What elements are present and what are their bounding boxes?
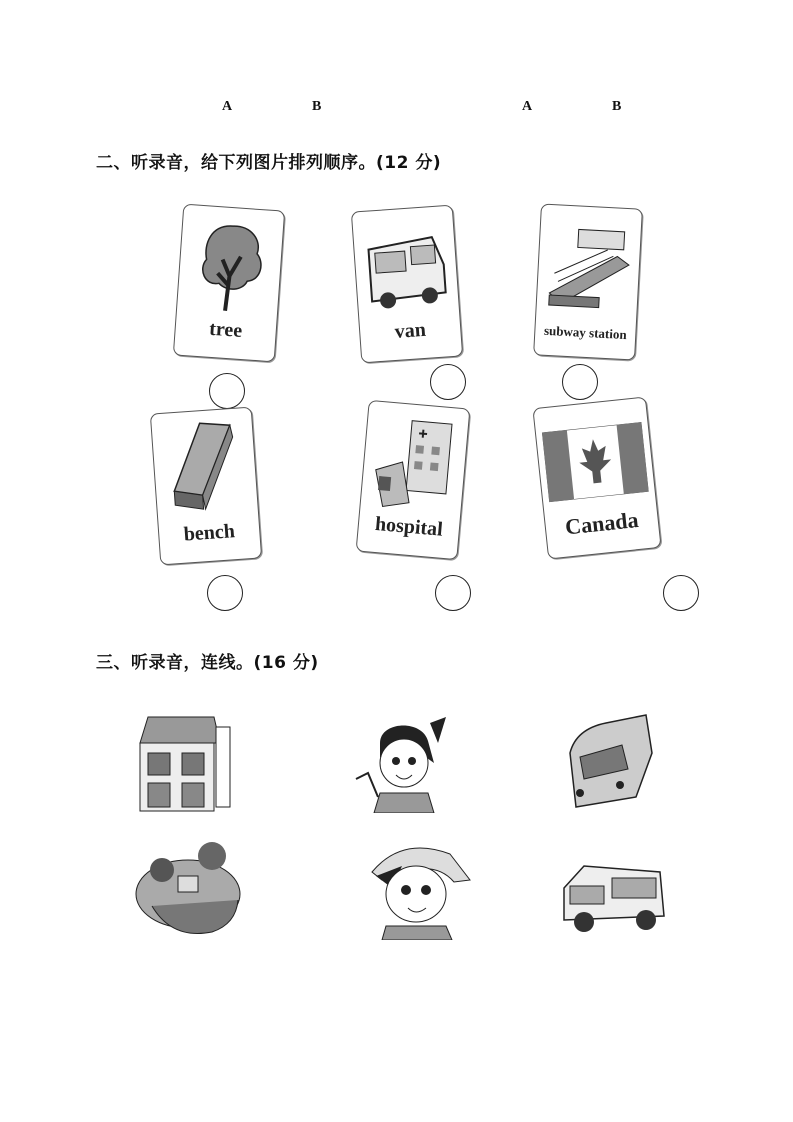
answer-circle-van[interactable] bbox=[430, 364, 466, 400]
card-van bbox=[351, 205, 463, 364]
card-word: van bbox=[393, 318, 427, 343]
answer-circle-subway-station[interactable] bbox=[562, 364, 598, 400]
card-word: Canada bbox=[563, 506, 640, 540]
hospital-icon bbox=[368, 410, 460, 517]
girl-icon[interactable] bbox=[350, 713, 450, 813]
answer-circle-canada[interactable] bbox=[663, 575, 699, 611]
van-icon[interactable] bbox=[560, 858, 668, 940]
card-hospital bbox=[356, 400, 471, 560]
subway-train-icon[interactable] bbox=[556, 713, 656, 813]
boy-icon[interactable] bbox=[362, 836, 472, 940]
bookstore-icon[interactable] bbox=[136, 713, 236, 813]
option-a-1: A bbox=[222, 99, 233, 114]
option-b-2: B bbox=[612, 99, 622, 114]
section3-heading: 三、听录音，连线。(16 分) bbox=[96, 653, 319, 673]
card-subway-station bbox=[533, 203, 643, 360]
section2-heading: 二、听录音，给下列图片排列顺序。(12 分) bbox=[96, 153, 442, 173]
bench-icon bbox=[159, 416, 250, 522]
canada-flag-icon bbox=[542, 422, 649, 502]
answer-circle-bench[interactable] bbox=[207, 575, 243, 611]
tree-icon bbox=[185, 213, 276, 319]
answer-circle-tree[interactable] bbox=[209, 373, 245, 409]
park-icon[interactable] bbox=[132, 836, 244, 940]
card-word: hospital bbox=[374, 512, 444, 541]
subway-station-icon bbox=[544, 213, 633, 317]
card-word: subway station bbox=[543, 322, 628, 343]
card-word: tree bbox=[208, 317, 243, 343]
answer-circle-hospital[interactable] bbox=[435, 575, 471, 611]
option-a-2: A bbox=[522, 99, 533, 114]
van-icon bbox=[360, 214, 451, 320]
option-b-1: B bbox=[312, 99, 322, 114]
card-canada bbox=[532, 396, 661, 559]
card-tree bbox=[173, 204, 285, 363]
card-bench bbox=[150, 407, 262, 566]
card-word: bench bbox=[183, 520, 236, 546]
